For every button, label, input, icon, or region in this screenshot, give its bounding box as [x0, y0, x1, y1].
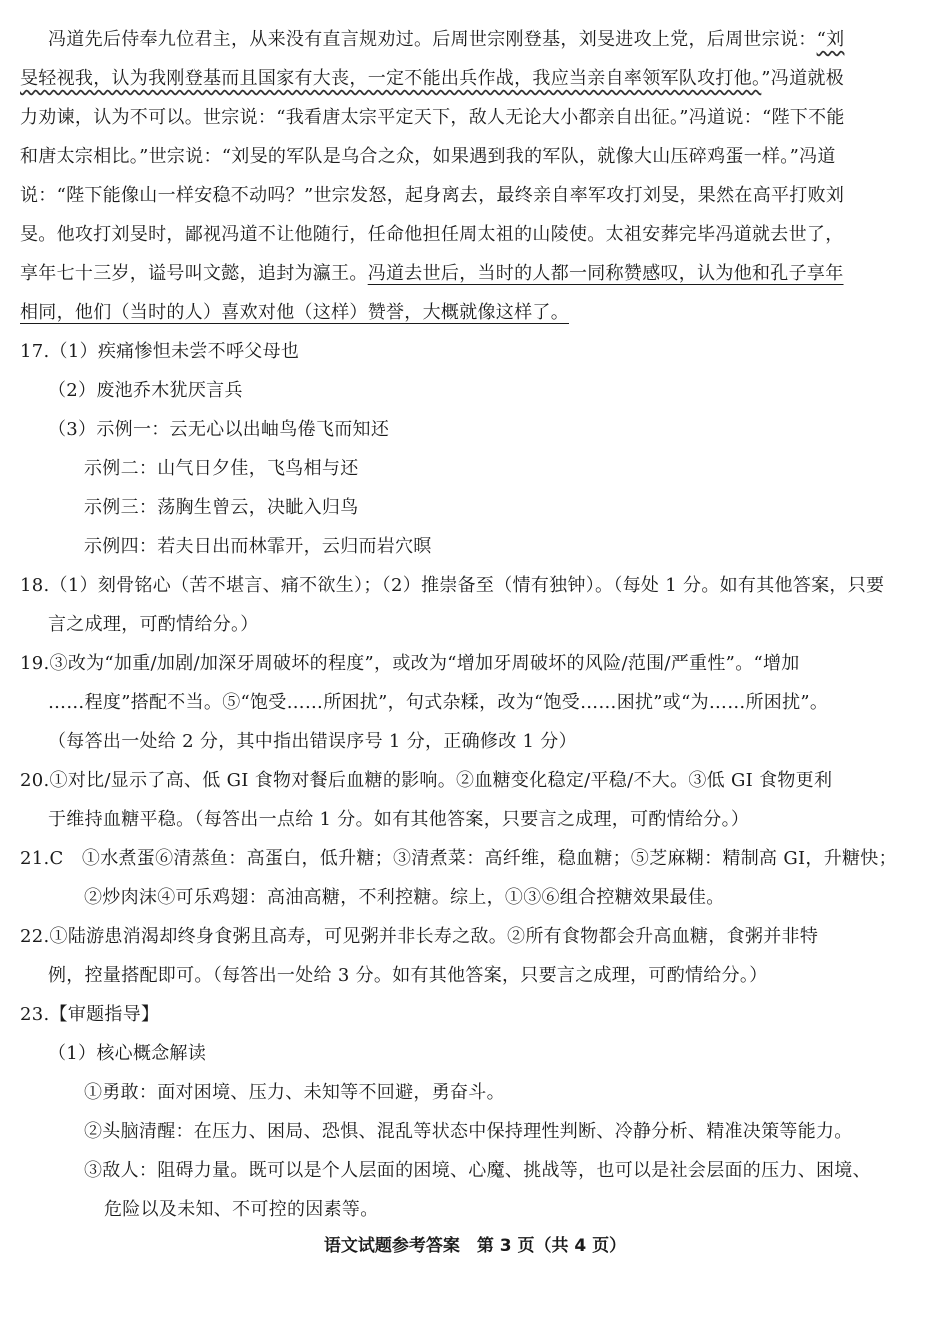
answer-23-line: 危险以及未知、不可控的因素等。 — [104, 1199, 379, 1220]
answer-19-line: ……程度”搭配不当。⑤“饱受……所困扰”，句式杂糅，改为“饱受……困扰”或“为……所困扰”。 — [48, 692, 829, 713]
answer-20-line: 20.①对比/显示了高、低 GI 食物对餐后血糖的影响。②血糖变化稳定/平稳/不大。③低 GI 食物更利 — [20, 770, 833, 791]
answer-17-line: 示例三：荡胸生曾云，决眦入归鸟 — [84, 497, 359, 518]
answer-17-line: （2）废池乔木犹厌言兵 — [48, 380, 243, 401]
answer-18-line: 言之成理，可酌情给分。） — [48, 614, 259, 635]
passage-line — [20, 66, 844, 92]
answer-17-line: 示例四：若夫日出而林霏开，云归而岩穴暝 — [84, 536, 432, 557]
answer-20-line: 于维持血糖平稳。（每答出一点给 1 分。如有其他答案，只要言之成理，可酌情给分。） — [48, 809, 750, 830]
text: 冯道先后侍奉九位君主，从来没有直言规劝过。后周世宗刚登基，刘旻进攻上党，后周世宗说： — [48, 29, 817, 50]
page-footer: 语文试题参考答案 第 3 页（共 4 页） — [323, 1236, 627, 1256]
answer-17-line: 示例二：山气日夕佳，飞鸟相与还 — [84, 458, 359, 479]
answer-21-line: 21.C ①水煮蛋⑥清蒸鱼：高蛋白，低升糖；③清煮菜：高纤维，稳血糖；⑤芝麻糊：精制高 GI，升糖快； — [20, 848, 897, 869]
answer-23-line: ②头脑清醒：在压力、困局、恐惧、混乱等状态中保持理性判断、冷静分析、精准决策等能力。 — [84, 1121, 853, 1142]
answer-17-line: 17.（1）疾痛惨怛未尝不呼父母也 — [20, 341, 300, 362]
passage-line: 力劝谏，认为不可以。世宗说：“我看唐太宗平定天下，敌人无论大小都亲自出征。”冯道说：“陛下不能 — [20, 107, 845, 128]
answer-23-line: ③敌人：阻碍力量。既可以是个人层面的困境、心魔、挑战等，也可以是社会层面的压力、困境、 — [84, 1160, 871, 1181]
passage-line — [20, 261, 844, 287]
answer-23-heading: 23.【审题指导】 — [20, 1004, 160, 1025]
answer-23-line: （1）核心概念解读 — [48, 1043, 207, 1064]
text: 享年七十三岁，谥号叫文懿，追封为瀛王。 — [20, 263, 368, 284]
answer-19-line: （每答出一处给 2 分，其中指出错误序号 1 分，正确修改 1 分） — [48, 731, 577, 752]
underlined-text: 相同，他们（当时的人）喜欢对他（这样）赞誉，大概就像这样了。 — [20, 302, 569, 323]
answer-21-line: ②炒肉沫④可乐鸡翅：高油高糖，不利控糖。综上，①③⑥组合控糖效果最佳。 — [84, 887, 725, 908]
passage-line: 说：“陛下能像山一样安稳不动吗？”世宗发怒，起身离去，最终亲自率军攻打刘旻，果然在高平打败刘 — [20, 185, 845, 206]
passage-line: 和唐太宗相比。”世宗说：“刘旻的军队是乌合之众，如果遇到我的军队，就像大山压碎鸡蛋一样。”冯道 — [20, 146, 836, 167]
passage-line: 旻。他攻打刘旻时，鄙视冯道不让他随行，任命他担任周太祖的山陵使。太祖安葬完毕冯道就去世了， — [20, 224, 844, 245]
underlined-text: 冯道去世后，当时的人都一同称赞感叹，认为他和孔子享年 — [367, 263, 844, 284]
text: ”冯道就极 — [761, 68, 844, 89]
answer-17-line: （3）示例一：云无心以出岫鸟倦飞而知还 — [48, 419, 390, 440]
answer-23-line: ①勇敢：面对困境、压力、未知等不回避，勇奋斗。 — [84, 1082, 505, 1103]
answer-22-line: 例，控量搭配即可。（每答出一处给 3 分。如有其他答案，只要言之成理，可酌情给分。） — [48, 965, 768, 986]
underlined-text: 旻轻视我，认为我刚登基而且国家有大丧，一定不能出兵作战，我应当亲自率领军队攻打他。 — [20, 68, 762, 89]
passage-line — [20, 300, 569, 326]
answer-18-line: 18.（1）刻骨铭心（苦不堪言、痛不欲生）；（2）推崇备至（情有独钟）。（每处 1 分。如有其他答案，只要 — [20, 575, 885, 596]
underlined-text: “刘 — [816, 29, 845, 50]
passage-line — [48, 27, 844, 53]
answer-19-line: 19.③改为“加重/加剧/加深牙周破坏的程度”，或改为“增加牙周破坏的风险/范围/严重性”。“增加 — [20, 653, 800, 674]
answer-22-line: 22.①陆游患消渴却终身食粥且高寿，可见粥并非长寿之敌。②所有食物都会升高血糖，食粥并非特 — [20, 926, 819, 947]
